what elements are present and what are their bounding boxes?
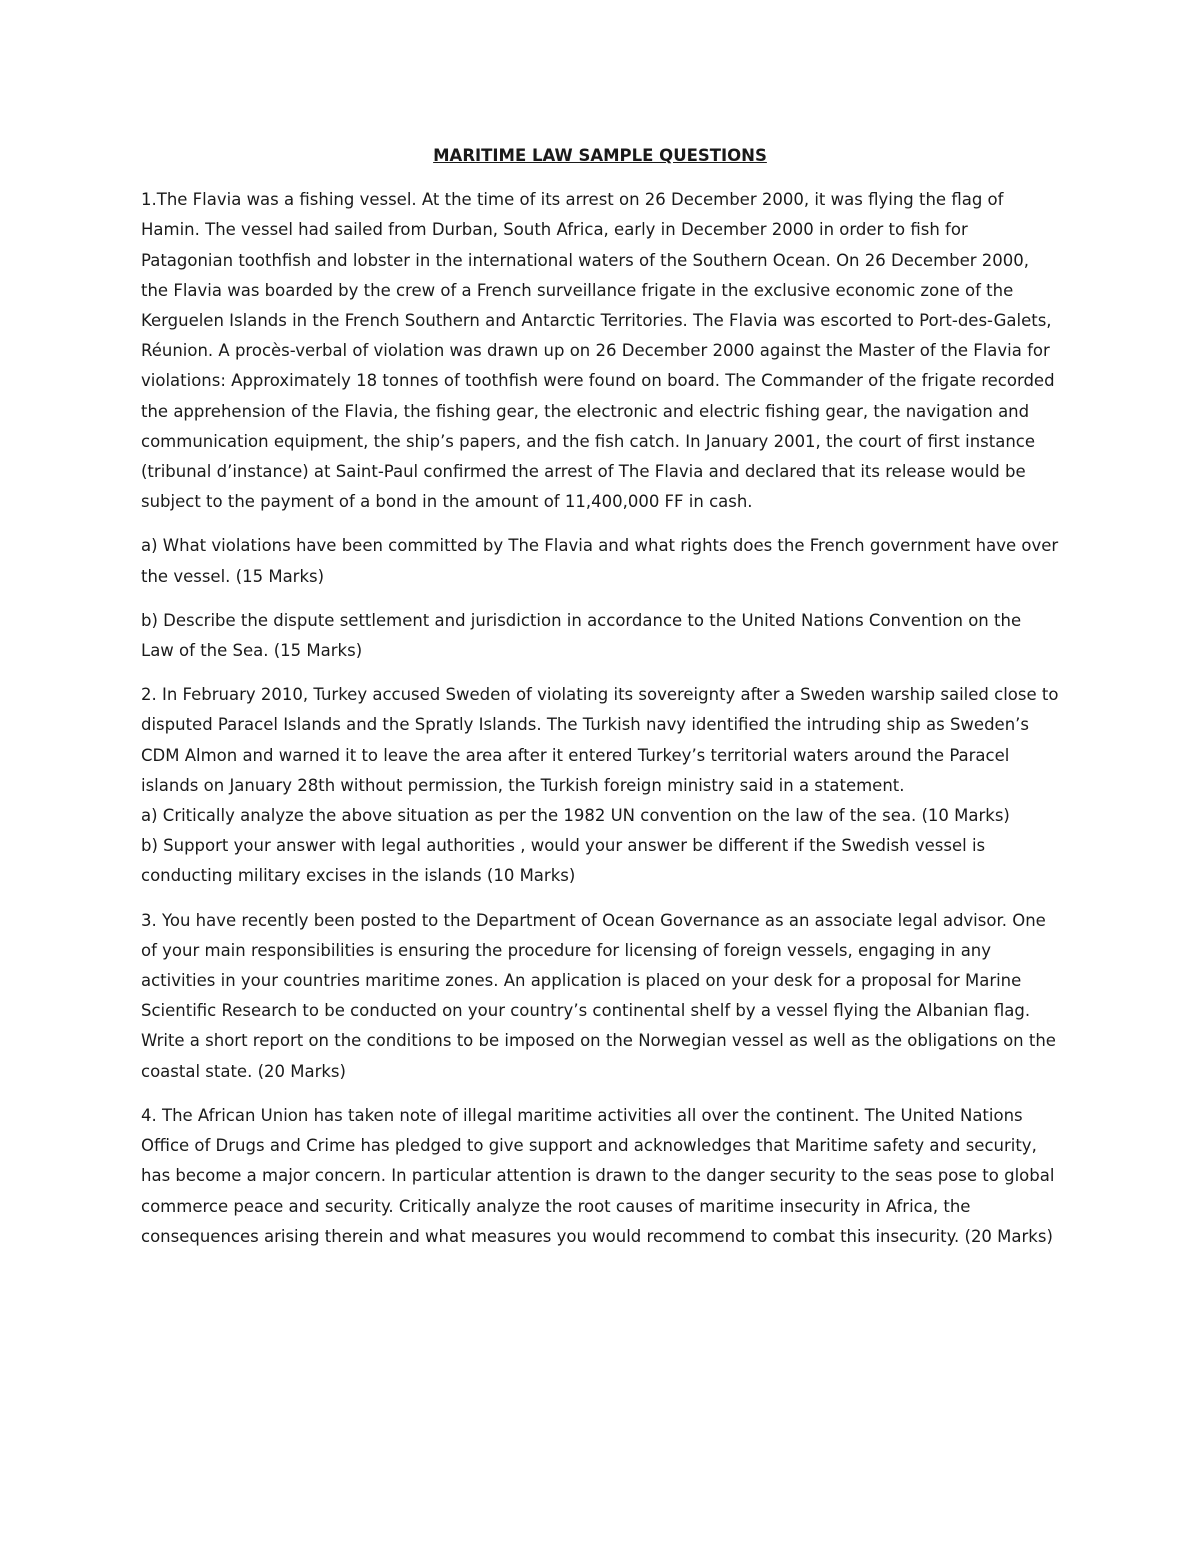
question-2-part-b: b) Support your answer with legal authorities , would your answer be different if the Swedish vessel is conducting military excises in the islands (10 Marks): [141, 836, 986, 886]
question-1-part-b: b) Describe the dispute settlement and jurisdiction in accordance to the United Nations Convention on the Law of the Sea. (15 Marks): [141, 610, 1022, 661]
question-2-body: 2. In February 2010, Turkey accused Sweden of violating its sovereignty after a Sweden warship sailed close to disputed Paracel Islands and the Spratly Islands. The Turkish navy identified the intruding ship as Sweden’s CDM Almon and warned it to leave the area after it entered Turkey’s territorial waters around the Paracel islands on January 28th without permission, the Turkish foreign ministry said in a statement.: [141, 685, 1059, 795]
question-1-part-a: a) What violations have been committed by The Flavia and what rights does the French government have over the vessel. (15 Marks): [141, 536, 1059, 586]
question-3-body: 3. You have recently been posted to the Department of Ocean Governance as an associate legal advisor. One of your main responsibilities is ensuring the procedure for licensing of foreign vessels, engaging in any activities in your countries maritime zones. An application is placed on your desk for a proposal for Marine Scientific Research to be conducted on your country’s continental shelf by a vessel flying the Albanian flag. Write a short report on the conditions to be imposed on the Norwegian vessel as well as the obligations on the coastal state. (20 Marks): [141, 910, 1056, 1081]
document-content: [141, 141, 1059, 1266]
question-1-body: 1.The Flavia was a fishing vessel. At the time of its arrest on 26 December 2000, it was flying the flag of Hamin. The vessel had sailed from Durban, South Africa, early in December 2000 in order to fish for Patagonian toothfish and lobster in the international waters of the Southern Ocean. On 26 December 2000, the Flavia was boarded by the crew of a French surveillance frigate in the exclusive economic zone of the Kerguelen Islands in the French Southern and Antarctic Territories. The Flavia was escorted to Port-des-Galets, Réunion. A procès-verbal of violation was drawn up on 26 December 2000 against the Master of the Flavia for violations: Approximately 18 tonnes of toothfish were found on board. The Commander of the frigate recorded the apprehension of the Flavia, the fishing gear, the electronic and electric fishing gear, the navigation and communication equipment, the ship’s papers, and the fish catch. In January 2001, the court of first instance (tribunal d’instance) at Saint-Paul confirmed the arrest of The Flavia and declared that its release would be subject to the payment of a bond in the amount of 11,400,000 FF in cash.: [141, 190, 1055, 512]
question-4-body: 4. The African Union has taken note of illegal maritime activities all over the continent. The United Nations Office of Drugs and Crime has pledged to give support and acknowledges that Maritime safety and security, has become a major concern. In particular attention is drawn to the danger security to the seas pose to global commerce peace and security. Critically analyze the root causes of maritime insecurity in Africa, the consequences arising therein and what measures you would recommend to combat this insecurity. (20 Marks): [141, 1105, 1055, 1246]
question-2-part-a: a) Critically analyze the above situation as per the 1982 UN convention on the law of the sea. (10 Marks): [141, 806, 1010, 826]
document-title: MARITIME LAW SAMPLE QUESTIONS: [433, 146, 767, 165]
